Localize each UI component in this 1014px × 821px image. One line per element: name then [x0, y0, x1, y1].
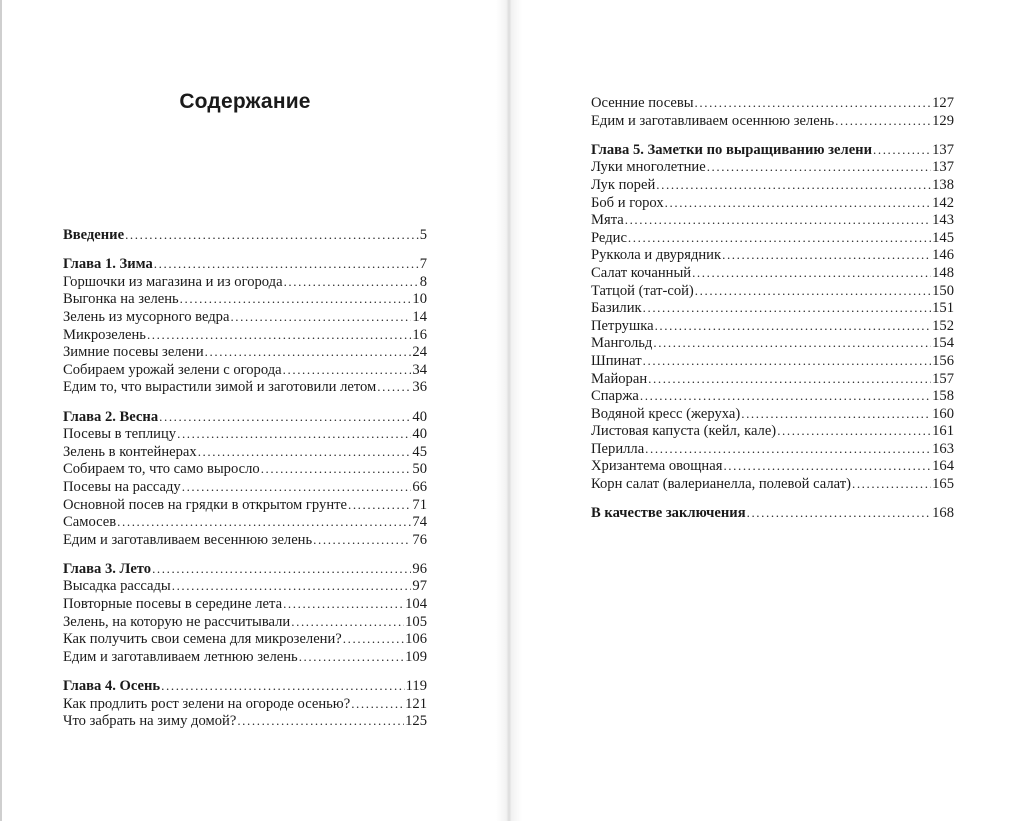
toc-entry — [63, 630, 427, 648]
toc-page-number: 14 — [412, 308, 427, 325]
dot-leader — [284, 273, 419, 291]
toc-entry — [591, 405, 954, 423]
toc-page-number: 152 — [932, 317, 954, 334]
toc-entry-title: Зелень, на которую не рассчитывали — [63, 613, 291, 630]
toc-page-number: 71 — [412, 496, 427, 513]
toc-page-number: 50 — [412, 461, 427, 478]
dot-leader — [182, 478, 412, 496]
toc-entry — [591, 94, 954, 112]
dot-leader — [643, 352, 931, 370]
dot-leader — [147, 326, 411, 344]
dot-leader — [377, 378, 411, 396]
dot-leader — [695, 94, 932, 112]
toc-chapter-entry — [591, 141, 954, 159]
toc-page-number: 163 — [932, 440, 954, 457]
toc-entry-title: Редис — [591, 229, 627, 246]
toc-page-number: 154 — [932, 335, 954, 352]
toc-page-number: 109 — [405, 648, 427, 665]
toc-page-number: 105 — [405, 613, 427, 630]
toc-page-number: 10 — [412, 291, 427, 308]
dot-leader — [722, 246, 931, 264]
toc-entry-title: Спаржа — [591, 388, 639, 405]
toc-entry-title: Микрозелень — [63, 326, 146, 343]
toc-entry — [63, 326, 427, 344]
toc-page-number: 157 — [932, 370, 954, 387]
dot-leader — [343, 630, 404, 648]
toc-entry — [63, 496, 427, 514]
toc-entry-title: Мангольд — [591, 335, 653, 352]
toc-page-number: 125 — [405, 713, 427, 730]
toc-page-number: 66 — [412, 478, 427, 495]
toc-page-number: 34 — [412, 361, 427, 378]
toc-entry-title: Как продлить рост зелени на огороде осенью? — [63, 695, 351, 712]
toc-page-number: 138 — [932, 176, 954, 193]
toc-entry — [591, 211, 954, 229]
toc-page-number: 137 — [932, 159, 954, 176]
toc-entry — [63, 478, 427, 496]
toc-chapter-entry — [63, 677, 427, 695]
toc-entry-title: Собираем то, что само выросло — [63, 461, 260, 478]
section-gap — [591, 129, 954, 141]
dot-leader — [161, 677, 404, 695]
toc-entry-title: Листовая капуста (кейл, кале) — [591, 423, 777, 440]
toc-chapter-entry — [63, 255, 427, 273]
dot-leader — [180, 290, 412, 308]
dot-leader — [723, 457, 931, 475]
toc-page-number: 36 — [412, 379, 427, 396]
toc-page-number: 7 — [419, 256, 427, 273]
toc-entry-title: Основной посев на грядки в открытом грунте — [63, 496, 347, 513]
toc-page-number: 96 — [412, 560, 427, 577]
dot-leader — [117, 513, 411, 531]
toc-entry-title: Самосев — [63, 514, 117, 531]
toc-entry — [591, 440, 954, 458]
toc-page-number: 165 — [932, 476, 954, 493]
toc-page-number: 146 — [932, 247, 954, 264]
dot-leader — [628, 229, 931, 247]
toc-page-number: 16 — [412, 326, 427, 343]
dot-leader — [695, 282, 931, 300]
toc-entry — [63, 290, 427, 308]
section-gap — [63, 548, 427, 560]
toc-entry-title: Собираем урожай зелени с огорода — [63, 361, 282, 378]
dot-leader — [707, 158, 931, 176]
toc-page-number: 164 — [932, 458, 954, 475]
toc-entry-title: Майоран — [591, 370, 648, 387]
toc-page-number: 40 — [412, 408, 427, 425]
toc-entry — [591, 334, 954, 352]
dot-leader — [261, 460, 412, 478]
toc-page-number: 161 — [932, 423, 954, 440]
toc-entry — [591, 194, 954, 212]
dot-leader — [283, 595, 404, 613]
dot-leader — [640, 387, 931, 405]
dot-leader — [177, 425, 411, 443]
toc-entry — [591, 112, 954, 130]
toc-page-number: 106 — [405, 631, 427, 648]
toc-entry — [63, 595, 427, 613]
toc-entry — [63, 460, 427, 478]
toc-entry-title: Зелень в контейнерах — [63, 443, 197, 460]
dot-leader — [299, 648, 404, 666]
toc-page-number: 143 — [932, 212, 954, 229]
toc-right-column — [591, 94, 954, 522]
toc-entry — [63, 513, 427, 531]
dot-leader — [655, 317, 932, 335]
dot-leader — [777, 422, 931, 440]
dot-leader — [645, 440, 931, 458]
toc-entry — [591, 158, 954, 176]
toc-chapter-entry — [591, 504, 954, 522]
toc-entry — [591, 317, 954, 335]
toc-entry-title: Посевы в теплицу — [63, 426, 177, 443]
page-edge — [0, 0, 2, 821]
right-page — [508, 0, 1014, 821]
dot-leader — [198, 443, 412, 461]
toc-page-number: 148 — [932, 264, 954, 281]
toc-entry — [63, 308, 427, 326]
toc-entry — [63, 712, 427, 730]
toc-entry-title: Зелень из мусорного ведра — [63, 308, 230, 325]
dot-leader — [172, 577, 412, 595]
toc-entry — [591, 282, 954, 300]
dot-leader — [283, 361, 412, 379]
section-gap — [63, 244, 427, 256]
toc-page-number: 40 — [412, 426, 427, 443]
dot-leader — [351, 695, 404, 713]
toc-entry-title: Глава 5. Заметки по выращиванию зелени — [591, 141, 872, 158]
toc-page-number: 76 — [412, 531, 427, 548]
dot-leader — [125, 226, 419, 244]
toc-entry-title: Глава 2. Весна — [63, 408, 159, 425]
toc-entry-title: Боб и горох — [591, 194, 664, 211]
toc-entry — [63, 695, 427, 713]
toc-chapter-entry — [63, 226, 427, 244]
toc-entry-title: Посевы на рассаду — [63, 478, 181, 495]
toc-entry — [591, 264, 954, 282]
toc-page-number: 119 — [405, 678, 427, 695]
toc-entry-title: Зимние посевы зелени — [63, 344, 204, 361]
toc-entry — [63, 577, 427, 595]
dot-leader — [313, 531, 411, 549]
toc-entry-title: Едим то, что вырастили зимой и заготовили летом — [63, 379, 377, 396]
toc-entry-title: Петрушка — [591, 317, 654, 334]
toc-chapter-entry — [63, 560, 427, 578]
toc-entry — [591, 299, 954, 317]
toc-entry-title: Введение — [63, 227, 125, 243]
toc-entry — [591, 229, 954, 247]
toc-entry — [63, 425, 427, 443]
toc-entry — [63, 361, 427, 379]
toc-entry-title: Лук порей — [591, 176, 656, 193]
toc-entry — [63, 443, 427, 461]
toc-entry-title: Как получить свои семена для микрозелени? — [63, 631, 342, 648]
toc-page-number: 137 — [932, 141, 954, 158]
toc-page-number: 127 — [932, 95, 954, 111]
book-spine-shadow — [496, 0, 522, 821]
toc-entry-title: Водяной кресс (жеруха) — [591, 405, 741, 422]
toc-entry-title: Шпинат — [591, 352, 642, 369]
toc-entry-title: Глава 4. Осень — [63, 678, 161, 695]
toc-page-number: 74 — [412, 514, 427, 531]
toc-page-number: 158 — [932, 388, 954, 405]
toc-entry-title: Татцой (тат-сой) — [591, 282, 694, 299]
toc-entry-title: Что забрать на зиму домой? — [63, 713, 237, 730]
section-gap — [591, 493, 954, 505]
toc-entry — [63, 648, 427, 666]
toc-entry-title: Руккола и двурядник — [591, 247, 722, 264]
toc-entry — [63, 378, 427, 396]
toc-entry — [63, 531, 427, 549]
dot-leader — [852, 475, 931, 493]
dot-leader — [741, 405, 931, 423]
toc-entry-title: Высадка рассады — [63, 578, 171, 595]
toc-entry — [591, 176, 954, 194]
toc-chapter-entry — [63, 408, 427, 426]
toc-page-number: 45 — [412, 443, 427, 460]
toc-page-number: 8 — [419, 273, 427, 290]
section-gap — [63, 396, 427, 408]
toc-entry — [591, 422, 954, 440]
toc-entry-title: Салат кочанный — [591, 264, 692, 281]
toc-entry — [591, 352, 954, 370]
dot-leader — [835, 112, 931, 130]
toc-entry-title: Базилик — [591, 300, 642, 317]
toc-entry-title: Глава 1. Зима — [63, 256, 153, 273]
toc-entry-title: Осенние посевы — [591, 95, 694, 111]
toc-entry — [591, 475, 954, 493]
toc-left-column — [63, 226, 427, 730]
dot-leader — [205, 343, 412, 361]
toc-entry-title: Едим и заготавливаем осеннюю зелень — [591, 112, 835, 129]
dot-leader — [154, 255, 419, 273]
dot-leader — [648, 370, 931, 388]
toc-entry-title: Едим и заготавливаем летнюю зелень — [63, 648, 298, 665]
toc-entry-title: Мята — [591, 212, 624, 229]
toc-page-number: 142 — [932, 194, 954, 211]
toc-entry-title: Глава 3. Лето — [63, 560, 152, 577]
toc-entry-title: Горшочки из магазина и из огорода — [63, 273, 283, 290]
toc-entry-title: Едим и заготавливаем весеннюю зелень — [63, 531, 313, 548]
toc-entry — [63, 273, 427, 291]
toc-entry-title: Перилла — [591, 440, 645, 457]
toc-page-number: 156 — [932, 352, 954, 369]
toc-entry-title: Корн салат (валерианелла, полевой салат) — [591, 476, 851, 493]
dot-leader — [692, 264, 931, 282]
toc-entry — [591, 246, 954, 264]
toc-entry — [63, 613, 427, 631]
toc-page-number: 150 — [932, 282, 954, 299]
dot-leader — [625, 211, 931, 229]
toc-page-number: 24 — [412, 344, 427, 361]
dot-leader — [237, 712, 404, 730]
dot-leader — [643, 299, 931, 317]
dot-leader — [291, 613, 404, 631]
dot-leader — [747, 504, 932, 522]
dot-leader — [653, 334, 931, 352]
toc-entry — [591, 387, 954, 405]
toc-page-number: 121 — [405, 695, 427, 712]
toc-entry — [591, 457, 954, 475]
toc-entry — [63, 343, 427, 361]
toc-page-number: 160 — [932, 405, 954, 422]
toc-entry — [591, 370, 954, 388]
toc-entry-title: Повторные посевы в середине лета — [63, 596, 283, 613]
section-gap — [63, 665, 427, 677]
toc-page-number: 5 — [419, 227, 427, 243]
toc-entry-title: В качестве заключения — [591, 505, 746, 522]
dot-leader — [230, 308, 411, 326]
toc-page-number: 104 — [405, 596, 427, 613]
toc-page-number: 151 — [932, 300, 954, 317]
dot-leader — [665, 194, 931, 212]
dot-leader — [152, 560, 411, 578]
dot-leader — [159, 408, 411, 426]
dot-leader — [348, 496, 411, 514]
toc-entry-title: Выгонка на зелень — [63, 291, 179, 308]
dot-leader — [656, 176, 931, 194]
toc-entry-title: Луки многолетние — [591, 159, 706, 176]
page-title: Содержание — [179, 90, 311, 113]
toc-page-number: 168 — [932, 505, 954, 522]
toc-page-number: 145 — [932, 229, 954, 246]
dot-leader — [873, 141, 931, 159]
toc-page-number: 129 — [932, 112, 954, 129]
toc-entry-title: Хризантема овощная — [591, 458, 723, 475]
toc-page-number: 97 — [412, 578, 427, 595]
